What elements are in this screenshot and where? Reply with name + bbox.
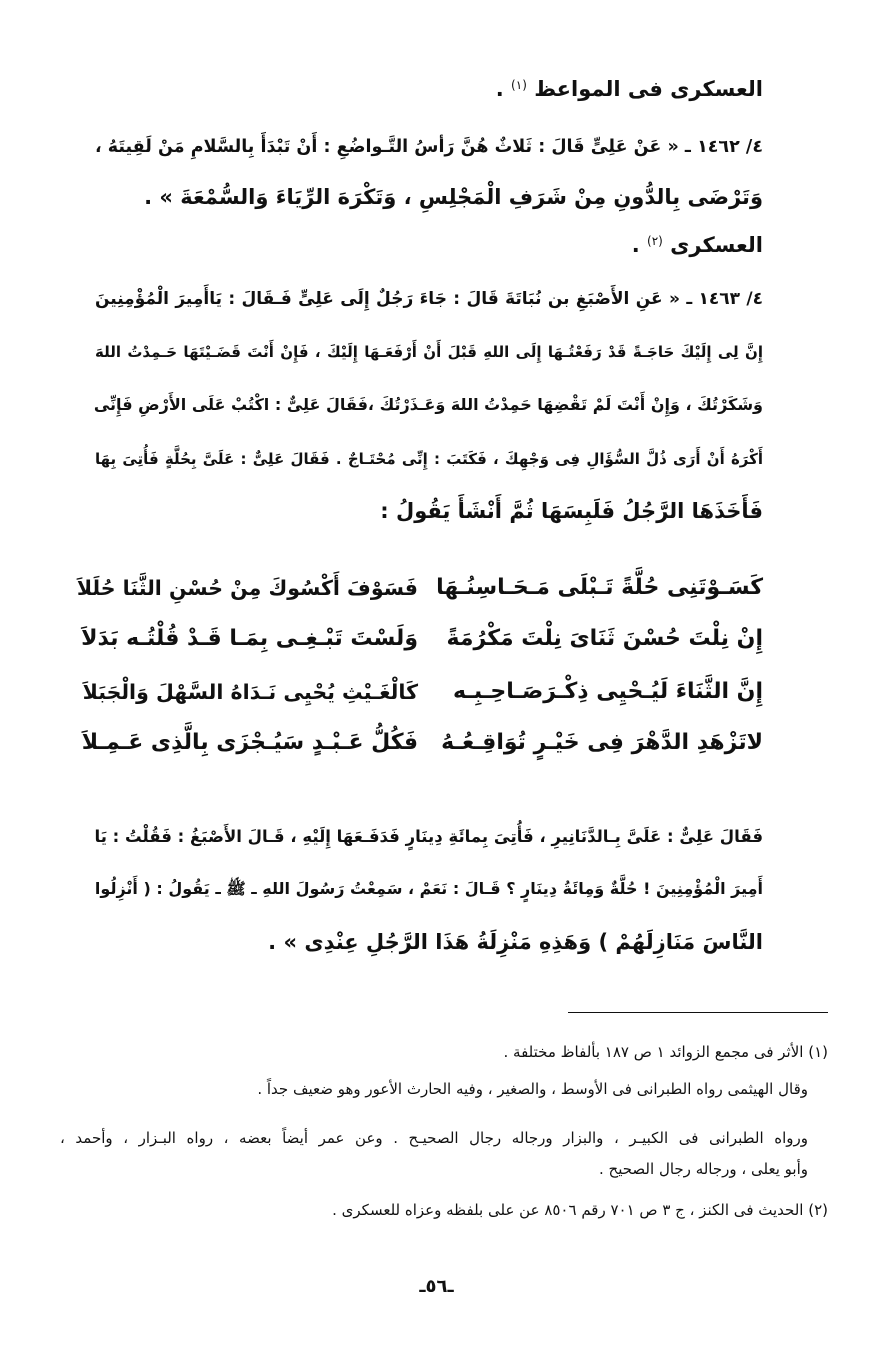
poem-verse-1-first-hemistich: كَسَـوْتَنِى حُلَّةً تَـبْلَى مَـحَـاسِنُـهَا — [436, 575, 763, 600]
footnote-2: (٢) الحديث فى الكنز ، ج ٣ ص ٧٠١ رقم ٨٥٠٦ عن على بلفظه وعزاه للعسكرى . — [332, 1201, 828, 1219]
hadith-1463-line-4: أَكْرَهُ أَنْ أَرَى ذُلَّ السُّؤَالِ فِى وَجْهِكَ ، فَكَتَبَ : إِنِّى مُحْتَـاجٌ . فَقَالَ عَلِىٌّ : عَلَىَّ بِحُلَّةٍ فَأُتِىَ بِهَا — [95, 450, 763, 468]
hadith-1463-line-7: أَمِيرَ الْمُؤْمِنِينَ ! حُلَّةٌ وَمِائَةُ دِينَارٍ ؟ قَـالَ : نَعَمْ ، سَمِعْتُ رَسُولَ اللهِ ـ ﷺ ـ يَقُولُ : ( أَنْزِلُوا — [94, 879, 763, 898]
hadith-1462-line-2: وَتَرْضَى بِالدُّونِ مِنْ شَرَفِ الْمَجْلِسِ ، وَتَكْرَهَ الرِّيَاءَ وَالسُّمْعَةَ » . — [144, 185, 763, 209]
poem-verse-4-first-hemistich: لاتَزْهَدِ الدَّهْرَ فِى خَيْـرٍ تُوَاقِـعُـهُ — [441, 730, 763, 755]
source-line-1 — [496, 72, 763, 106]
hadith-1462-line-1: ٤/ ١٤٦٢ ـ « عَنْ عَلِىٍّ قَالَ : ثَلاثٌ هُنَّ رَأسُ التَّـواضُعِ : أَنْ تَبْدَأَ بِالسَّلامِ مَنْ لَقِيتَهُ ، — [95, 137, 764, 157]
source-text: العسكرى فى المواعظ — [534, 77, 763, 101]
source-end: . — [495, 77, 504, 101]
hadith-1463-line-2: إِنَّ لِى إِلَيْكَ حَاجَـةً قَدْ رَفَعْتُـهَا إِلَى اللهِ قَبْلَ أَنْ أَرْفَعَـهَا إِلَيْكَ ، فَإِنْ أَنْتَ قَضَـيْتَهَا حَـمِدْتُ اللهَ — [95, 343, 763, 361]
hadith-1463-line-6: فَقَالَ عَلِىٌّ : عَلَىَّ بِـالدَّنَانِيرِ ، فَأُتِىَ بِمائَةِ دِينَارٍ فَدَفَـعَهَا إِلَيْهِ ، قَـالَ الأَصْبَغُ : فَقُلْتُ : يَا — [94, 827, 763, 846]
poem-verse-3-first-hemistich: إِنَّ الثَّنَاءَ لَيُـحْيِى ذِكْـرَصَـاحِـبِـه — [453, 679, 763, 704]
footnote-divider — [568, 1012, 828, 1013]
footnote-1-line-4: وأبو يعلى ، ورجاله رجال الصحيح . — [599, 1160, 808, 1178]
poem-verse-4-second-hemistich: فَكُلُّ عَـبْـدٍ سَيُـجْزَى بِالَّذِى عَـمِـلاَ — [81, 730, 418, 755]
hadith-1463-line-5: فَأَخَذَهَا الرَّجُلُ فَلَبِسَهَا ثُمَّ أَنْشَأَ يَقُولُ : — [380, 499, 763, 523]
footnote-ref-2: (٢) — [647, 234, 663, 248]
poem-verse-1-second-hemistich: فَسَوْفَ أَكْسُوكَ مِنْ حُسْنِ الثَّنَا حُلَلاَ — [76, 576, 418, 600]
footnote-1-line-3: ورواه الطبرانى فى الكبيـر ، والبزار ورجاله رجال الصحيـح . وعن عمر أيضاً بعضه ، رواه البـزار ، وأحمد ، — [60, 1129, 808, 1147]
footnote-ref-1: (١) — [511, 78, 527, 92]
poem-verse-2-second-hemistich: وَلَسْتَ تَبْـغِـى بِمَـا قَـدْ قُلْتُـه بَدَلاَ — [81, 626, 418, 651]
footnote-1: (١) الأثر فى مجمع الزوائد ١ ص ١٨٧ بألفاظ مختلفة . — [503, 1043, 828, 1061]
footnote-1-line-2: وقال الهيثمى رواه الطبرانى فى الأوسط ، والصغير ، وفيه الحارث الأعور وهو ضعيف جداً . — [257, 1080, 808, 1098]
hadith-1463-line-3: وَشَكَرْتُكَ ، وَإِنْ أَنْتَ لَمْ تَقْضِهَا حَمِدْتُ اللهَ وَعَـذَرْتُكَ ،فَقَالَ عَلِىٌّ : اكْتُبْ عَلَى الأَرْضِ فَإِنِّى — [93, 395, 763, 414]
page-number: ـ٥٦ـ — [419, 1276, 454, 1297]
poem-verse-3-second-hemistich: كَالْغَـيْثِ يُحْيِى نَـدَاهُ السَّهْلَ وَالْجَبَلاَ — [82, 680, 418, 704]
source-line-2 — [632, 228, 763, 262]
source-text: العسكرى — [670, 233, 763, 257]
source-end: . — [631, 233, 640, 257]
hadith-1463-line-1: ٤/ ١٤٦٣ ـ « عَنِ الأَصْبَغِ بن نُبَاتَةَ قَالَ : جَاءَ رَجُلٌ إِلَى عَلِىٍّ فَـقَالَ : يَاأَمِيرَ الْمُؤْمِنِينَ — [95, 289, 763, 309]
poem-verse-2-first-hemistich: إِنْ نِلْتَ حُسْنَ ثَنَاىَ نِلْتَ مَكْرُمَةً — [446, 626, 763, 651]
hadith-1463-line-8: النَّاسَ مَنَازِلَهُمْ ) وَهَذِهِ مَنْزِلَةُ هَذَا الرَّجُلِ عِنْدِى » . — [268, 930, 763, 954]
